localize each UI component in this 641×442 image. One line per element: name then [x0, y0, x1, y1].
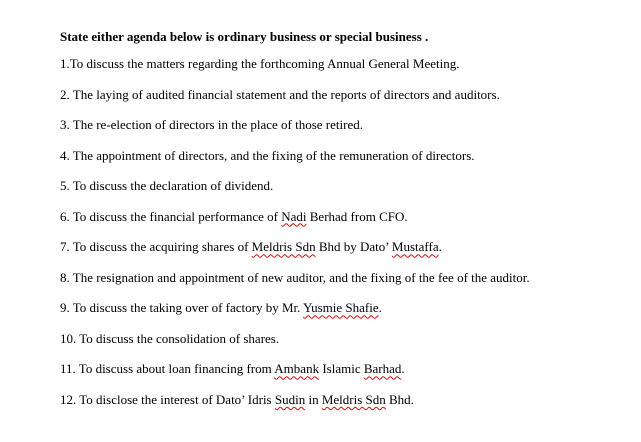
agenda-item-1	[60, 56, 530, 87]
agenda-item-text: Bhd by Dato’	[315, 239, 392, 255]
agenda-item-text: 9. To discuss the taking over of factory by Mr.	[60, 300, 304, 316]
agenda-item-text: 10. To discuss the consolidation of shares.	[60, 330, 280, 346]
spelling-flagged-word: Nadi	[281, 208, 307, 224]
agenda-item-text: 5. To discuss the declaration of dividend.	[60, 178, 274, 194]
question-heading: State either agenda below is ordinary business or special business .	[60, 29, 429, 44]
agenda-item-text: .	[438, 239, 442, 255]
spelling-flagged-word: Meldris Sdn	[321, 392, 386, 408]
agenda-item-text: .	[378, 300, 382, 316]
agenda-item-text: 12. To disclose the interest of Dato’ Idris	[60, 392, 275, 408]
agenda-item-text: 3. The re-election of directors in the place of those retired.	[60, 117, 363, 133]
agenda-item-text: 7. To discuss the acquiring shares of	[60, 239, 252, 255]
agenda-item-4	[60, 148, 530, 179]
agenda-item-text: Islamic	[319, 361, 364, 377]
agenda-item-2	[60, 87, 530, 118]
agenda-item-text: Bhd.	[385, 392, 414, 408]
agenda-item-5	[60, 178, 530, 209]
agenda-item-text: Berhad from CFO.	[306, 208, 408, 224]
agenda-item-text: 4. The appointment of directors, and the fixing of the remuneration of directors.	[60, 147, 475, 163]
agenda-item-text: 6. To discuss the financial performance of	[60, 208, 282, 224]
agenda-item-11	[60, 361, 530, 392]
agenda-item-6	[60, 209, 530, 240]
spelling-flagged-word: Ambank	[274, 361, 320, 377]
spelling-flagged-word: Barhad	[363, 361, 402, 377]
spelling-flagged-word: Mustaffa	[391, 239, 439, 255]
agenda-item-text: 8. The resignation and appointment of new auditor, and the fixing of the fee of the auditor.	[60, 269, 530, 285]
agenda-item-text: in	[305, 392, 322, 408]
agenda-item-12	[60, 392, 530, 423]
agenda-item-8	[60, 270, 530, 301]
agenda-item-text: 11. To discuss about loan financing from	[60, 361, 275, 377]
agenda-item-text: .	[401, 361, 405, 377]
spelling-flagged-word: Yusmie Shafie	[303, 300, 379, 316]
agenda-item-7	[60, 239, 530, 270]
agenda-item-text: 2. The laying of audited financial statement and the reports of directors and auditors.	[60, 86, 500, 102]
agenda-item-3	[60, 117, 530, 148]
spelling-flagged-word: Sudin	[274, 392, 306, 408]
agenda-list	[60, 56, 530, 423]
agenda-item-10	[60, 331, 530, 362]
spelling-flagged-word: Meldris Sdn	[251, 239, 316, 255]
agenda-item-9	[60, 300, 530, 331]
agenda-item-text: 1.To discuss the matters regarding the forthcoming Annual General Meeting.	[60, 56, 460, 71]
